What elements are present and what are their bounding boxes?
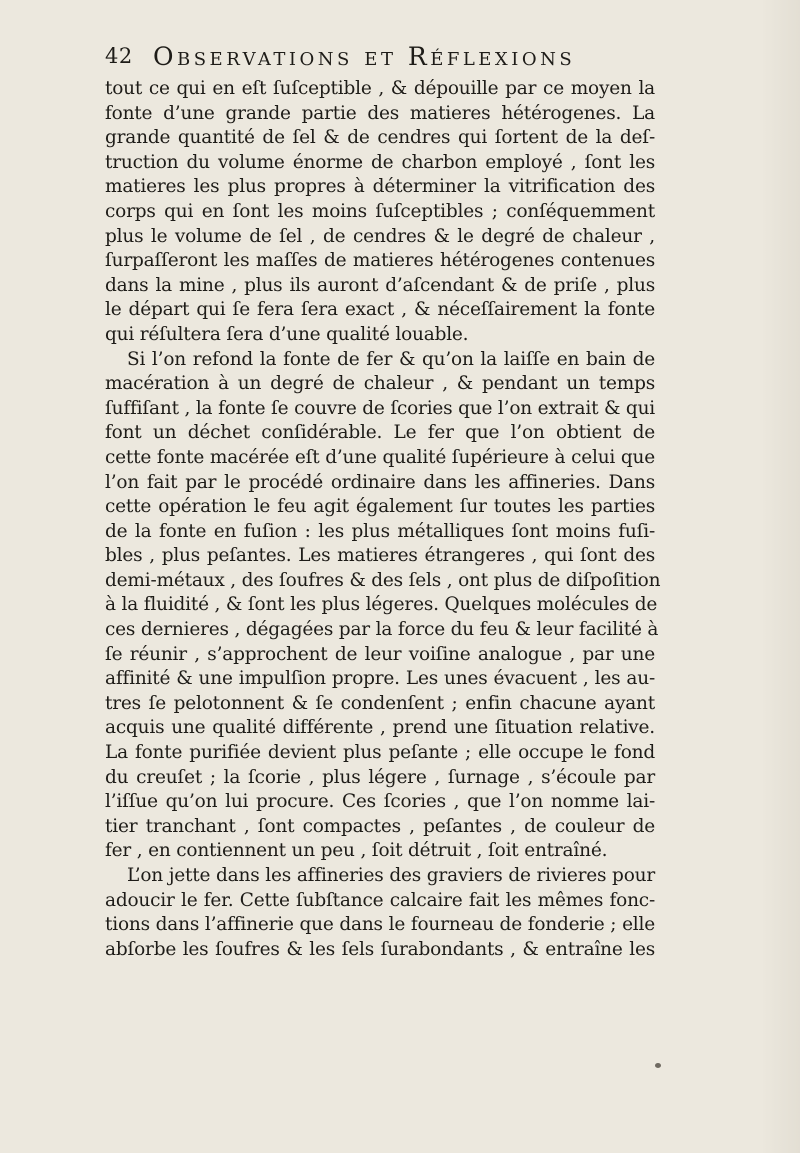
text-line: ſuffiſant , la fonte ſe couvre de ſcories que l’on extrait & qui: [105, 397, 656, 419]
text-line: à la fluidité , & ſont les plus légeres. Quelques molécules de: [105, 594, 658, 616]
text-line: qui réſultera ſera d’une qualité louable.: [105, 323, 469, 345]
text-line: macération à un degré de chaleur , & pendant un temps: [105, 373, 655, 395]
text-line: de la fonte en fuſion : les plus métalliques ſont moins fuſi-: [105, 520, 655, 542]
text-line: ſe réunir , s’approchent de leur voiſine analogue , par une: [105, 643, 655, 665]
text-line: tions dans l’affinerie que dans le fourneau de fonderie ; elle: [105, 914, 655, 936]
text-line: tier tranchant , ſont compactes , peſantes , de couleur de: [105, 815, 655, 837]
text-line: grande quantité de ſel & de cendres qui ſortent de la deſ-: [105, 127, 655, 149]
text-line: font un déchet conſidérable. Le fer que l’on obtient de: [105, 422, 655, 444]
running-title: Observations et Réflexions: [153, 42, 576, 71]
page-number: 42: [105, 44, 133, 68]
text-line: corps qui en ſont les moins ſuſceptibles ; conſéquemment: [105, 200, 655, 222]
text-line: dans la mine , plus ils auront d’aſcendant & de priſe , plus: [105, 274, 655, 296]
text-line: du creuſet ; la ſcorie , plus légere , ſurnage , s’écoule par: [105, 766, 655, 788]
text-line: demi-métaux , des ſoufres & des ſels , ont plus de diſpoſition: [105, 569, 661, 591]
text-line: fer , en contiennent un peu , ſoit détruit , ſoit entraîné.: [105, 840, 608, 862]
body-text: [105, 77, 661, 962]
text-line: truction du volume énorme de charbon employé , ſont les: [105, 151, 655, 173]
page-edge-shadow: [760, 0, 800, 1153]
text-line: L’on jette dans les affineries des graviers de rivieres pour: [127, 865, 655, 886]
page-header: [105, 42, 665, 72]
text-line: ſurpaſſeront les maſſes de matieres hétérogenes contenues: [105, 250, 655, 272]
text-line: affinité & une impulſion propre. Les unes évacuent , les au-: [105, 668, 655, 690]
text-line: le départ qui ſe fera ſera exact , & néceſſairement la fonte: [105, 299, 655, 321]
text-line: l’on fait par le procédé ordinaire dans les affineries. Dans: [105, 471, 655, 493]
ink-stain: [655, 1063, 661, 1068]
text-line: tres ſe pelotonnent & ſe condenſent ; enfin chacune ayant: [105, 692, 655, 714]
text-line: ces dernieres , dégagées par la force du feu & leur facilité à: [105, 619, 659, 641]
text-line: La fonte purifiée devient plus peſante ; elle occupe le fond: [105, 742, 655, 764]
text-line: plus le volume de ſel , de cendres & le degré de chaleur ,: [105, 225, 655, 247]
text-line: Si l’on refond la fonte de fer & qu’on la laiſſe en bain de: [127, 348, 655, 370]
text-line: tout ce qui en eſt ſuſceptible , & dépouille par ce moyen la: [105, 78, 655, 99]
text-line: cette opération le feu agit également ſur toutes les parties: [105, 496, 655, 518]
text-line: acquis une qualité différente , prend une ſituation relative.: [105, 717, 655, 739]
text-line: l’iſſue qu’on lui procure. Ces ſcories , que l’on nomme lai-: [105, 791, 655, 813]
text-line: matieres les plus propres à déterminer la vitrification des: [105, 176, 655, 198]
text-line: fonte d’une grande partie des matieres hétérogenes. La: [105, 102, 655, 124]
text-line: abſorbe les ſoufres & les ſels ſurabondants , & entraîne les: [105, 938, 655, 960]
text-line: cette fonte macérée eſt d’une qualité ſupérieure à celui que: [105, 446, 655, 468]
text-line: bles , plus peſantes. Les matieres étrangeres , qui ſont des: [105, 545, 655, 567]
text-line: adoucir le fer. Cette ſubſtance calcaire fait les mêmes fonc-: [105, 889, 655, 911]
